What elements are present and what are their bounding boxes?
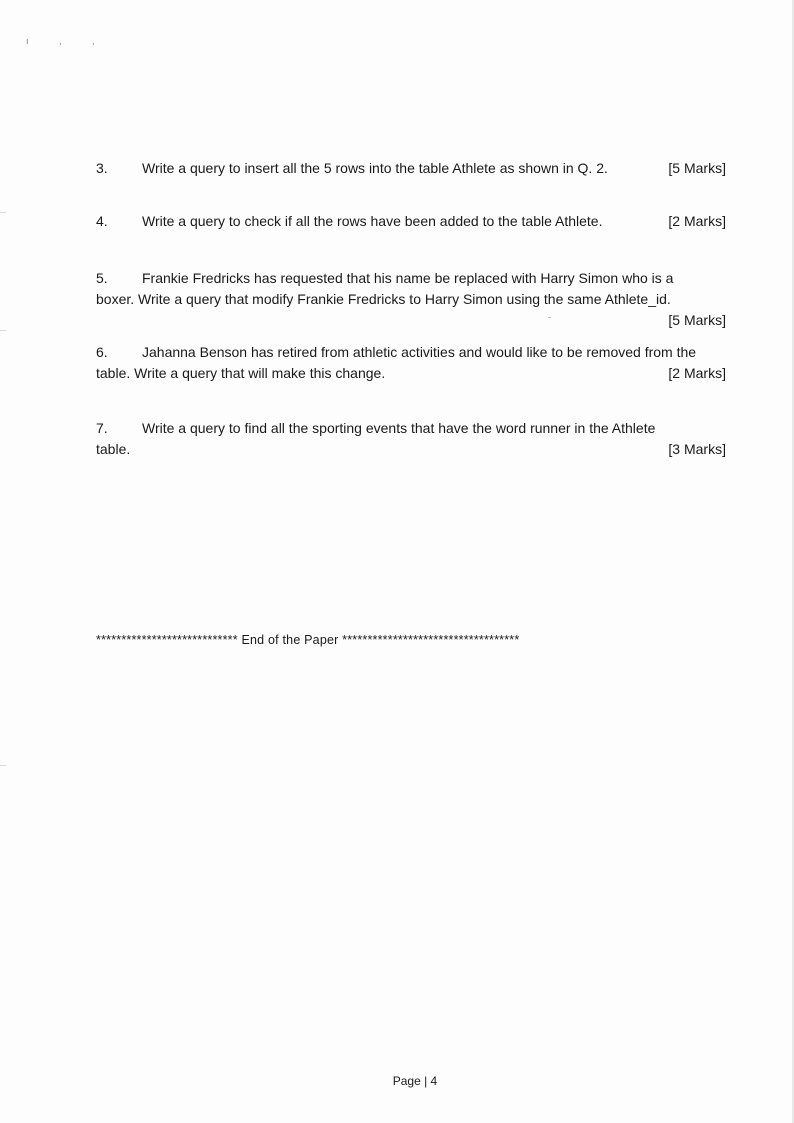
scan-artifact — [0, 212, 6, 213]
question-text: Jahanna Benson has retired from athletic activities and would like to be removed from the — [142, 344, 697, 360]
question-line — [96, 342, 726, 363]
scan-artifact — [0, 330, 6, 331]
question-line — [96, 289, 726, 310]
question-text: Write a query to find all the sporting events that have the word runner in the Athlete — [142, 420, 656, 436]
scan-artifact — [0, 765, 6, 766]
question-line — [96, 211, 726, 232]
question-3 — [96, 158, 726, 179]
question-number: 6. — [96, 344, 108, 360]
page-number: Page | 4 — [392, 1074, 438, 1088]
question-6 — [96, 342, 726, 384]
question-text: boxer. Write a query that modify Frankie Fredricks to Harry Simon using the same Athlete_id. — [96, 291, 671, 307]
question-number: 5. — [96, 270, 108, 286]
question-7 — [96, 418, 726, 460]
question-text: table. — [96, 441, 131, 457]
question-line — [96, 418, 726, 439]
question-marks: [3 Marks] — [668, 441, 726, 457]
question-number: 4. — [96, 213, 108, 229]
question-marks: [5 Marks] — [668, 312, 726, 328]
question-marks: [2 Marks] — [668, 365, 726, 381]
question-number: 3. — [96, 160, 108, 176]
question-number: 7. — [96, 420, 108, 436]
question-marks: [5 Marks] — [668, 160, 726, 176]
question-5 — [96, 268, 726, 331]
question-line — [96, 268, 726, 289]
question-line — [96, 158, 726, 179]
question-text: Frankie Fredricks has requested that his name be replaced with Harry Simon who is a — [142, 270, 674, 286]
scan-corner-marks: ı , , — [26, 36, 109, 46]
end-of-paper-marker: **************************** End of the Paper *********************************** — [96, 633, 520, 647]
question-line — [96, 439, 726, 460]
question-marks: [2 Marks] — [668, 213, 726, 229]
question-text: table. Write a query that will make this change. — [96, 365, 386, 381]
question-text: Write a query to insert all the 5 rows into the table Athlete as shown in Q. 2. — [142, 160, 608, 176]
question-4 — [96, 211, 726, 232]
question-text: Write a query to check if all the rows have been added to the table Athlete. — [142, 213, 603, 229]
question-line — [96, 363, 726, 384]
